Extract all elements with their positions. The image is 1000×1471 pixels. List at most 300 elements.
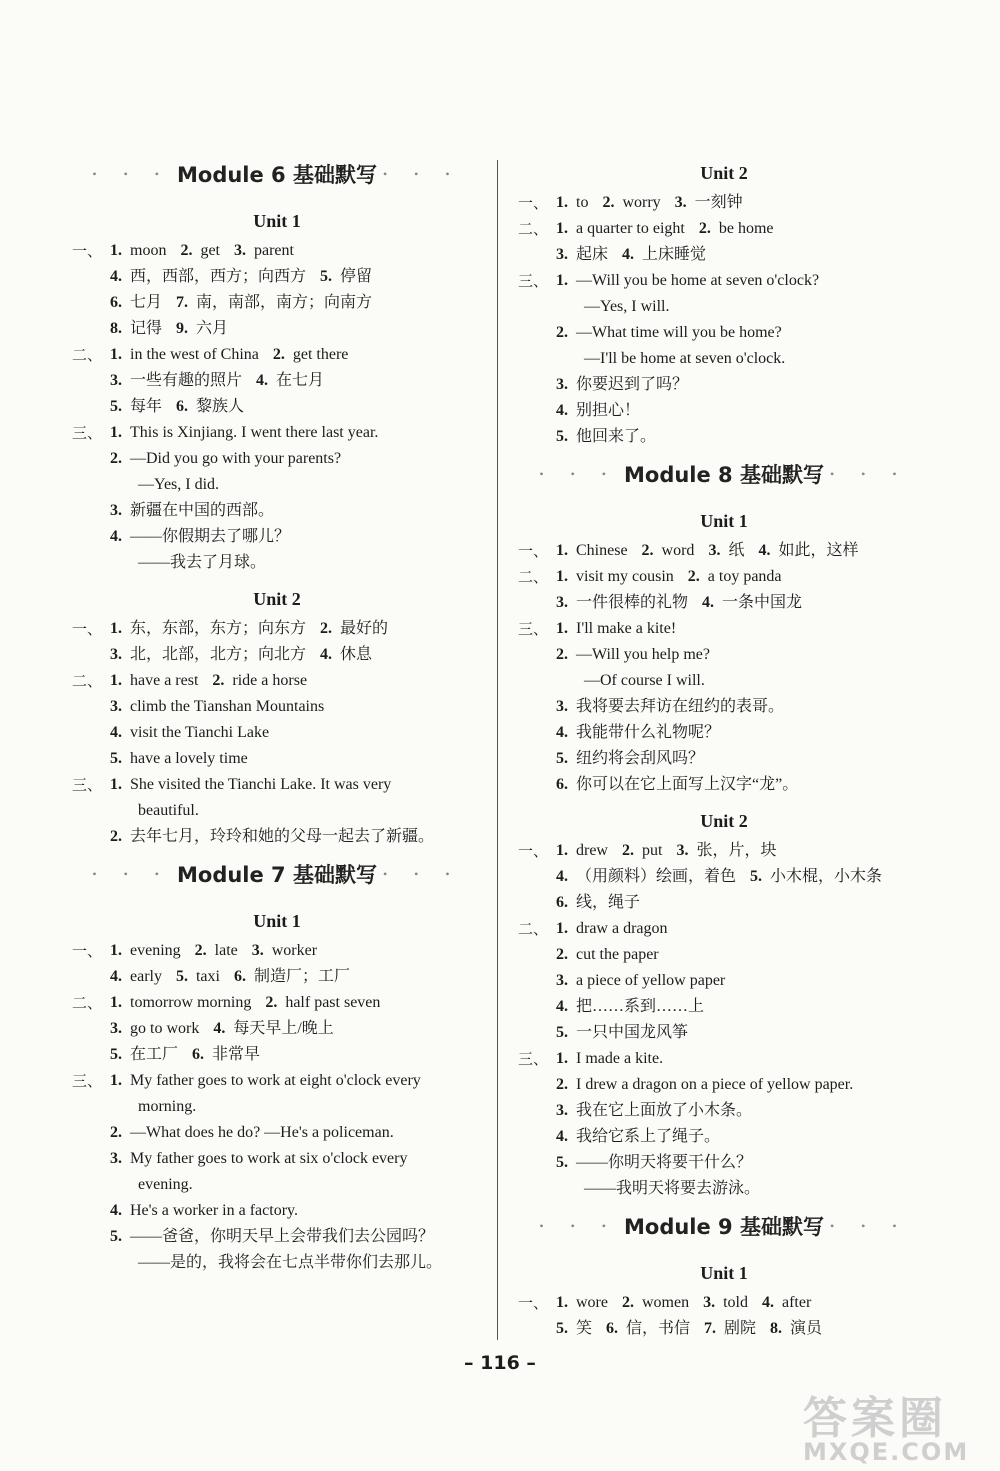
- unit-title: Unit 2: [253, 589, 301, 609]
- item-number: 4.: [556, 998, 568, 1015]
- section-number: 三、: [518, 272, 549, 290]
- item-text: late: [214, 942, 238, 959]
- answer-item: [556, 864, 736, 890]
- dots-decoration: • • •: [92, 866, 171, 881]
- item-number: 2.: [110, 450, 122, 467]
- answer-items: [110, 394, 258, 420]
- answer-item: [110, 264, 306, 290]
- section-number: 一、: [72, 620, 103, 638]
- answer-item: [556, 968, 725, 994]
- item-text: after: [781, 1294, 812, 1311]
- answer-items: [110, 964, 364, 990]
- answer-item: [110, 668, 198, 694]
- answer-line: [518, 320, 930, 346]
- item-text: 如此，这样: [778, 542, 859, 559]
- answer-item: [702, 590, 802, 616]
- answer-item: [770, 1316, 822, 1342]
- item-text: draw a dragon: [576, 920, 668, 937]
- answer-line: [518, 424, 930, 450]
- section-number: [518, 746, 556, 772]
- answer-line: [518, 216, 930, 242]
- answer-item: [556, 1150, 752, 1176]
- answer-line: [518, 968, 930, 994]
- section-number: [518, 864, 556, 890]
- item-text: —Did you go with your parents?: [130, 450, 342, 467]
- answer-line: [72, 720, 482, 746]
- item-number: 3.: [110, 372, 122, 389]
- answer-line: [72, 1068, 482, 1094]
- item-text: 每天早上/晚上: [233, 1020, 334, 1037]
- answer-line: [518, 694, 930, 720]
- section-number: [72, 964, 110, 990]
- answer-item: [556, 190, 588, 216]
- answer-item: [556, 720, 720, 746]
- answer-item: [556, 320, 782, 346]
- item-number: 1.: [110, 242, 122, 259]
- item-text: —Will you be home at seven o'clock?: [576, 272, 820, 289]
- section-number: [72, 1120, 110, 1146]
- answer-item: [234, 238, 294, 264]
- answer-item: [556, 372, 688, 398]
- section-number: [518, 424, 556, 450]
- section-number: [72, 264, 110, 290]
- answer-items: [556, 1150, 766, 1176]
- answer-items: [110, 420, 392, 446]
- answer-item: [556, 242, 608, 268]
- answer-item: [556, 1098, 752, 1124]
- answer-item: [110, 1146, 407, 1172]
- item-number: 2.: [212, 672, 225, 689]
- item-text: have a rest: [130, 672, 199, 689]
- answer-items: [556, 916, 682, 942]
- answer-item: [622, 1290, 689, 1316]
- item-number: 4.: [110, 968, 122, 985]
- item-number: 3.: [556, 698, 568, 715]
- item-text: 七月: [130, 294, 163, 311]
- item-text: （用颜料）绘画，着色: [576, 868, 737, 885]
- answer-items: [556, 942, 673, 968]
- module-title: Module 6 基础默写: [177, 163, 377, 187]
- answer-items: [556, 642, 724, 668]
- item-number: 2.: [320, 620, 333, 637]
- item-number: 7.: [704, 1320, 717, 1337]
- section-number: [72, 1198, 110, 1224]
- item-text: 新疆在中国的西部。: [130, 502, 275, 519]
- section-number: 三、: [518, 1050, 549, 1068]
- item-number: 5.: [110, 1228, 122, 1245]
- item-number: 5.: [175, 968, 188, 985]
- item-text: 张，片，块: [696, 842, 777, 859]
- right-column: [518, 150, 930, 1342]
- answer-item: [110, 1068, 421, 1094]
- item-number: 4.: [622, 246, 635, 263]
- answer-item: [110, 1016, 199, 1042]
- item-number: 1.: [556, 1294, 568, 1311]
- item-number: 4.: [758, 542, 771, 559]
- answer-items: [556, 590, 816, 616]
- item-number: 3.: [251, 942, 264, 959]
- answer-item: [556, 942, 659, 968]
- answer-continuation: —Of course I will.: [584, 672, 705, 689]
- answer-line: [518, 746, 930, 772]
- answer-items: [110, 316, 242, 342]
- answer-items: [556, 268, 833, 294]
- answer-item: [556, 838, 608, 864]
- section-number: [72, 694, 110, 720]
- answer-items: [110, 746, 262, 772]
- answer-line: [72, 1016, 482, 1042]
- item-number: 1.: [556, 194, 568, 211]
- answer-line: [72, 772, 482, 798]
- answer-item: [750, 864, 882, 890]
- answer-items: [556, 538, 872, 564]
- answer-items: [556, 1020, 702, 1046]
- section-number: [518, 372, 556, 398]
- item-text: ——爸爸，你明天早上会带我们去公园吗？: [130, 1228, 435, 1245]
- item-number: 4.: [556, 402, 568, 419]
- answer-line: [72, 342, 482, 368]
- answer-line: [72, 420, 482, 446]
- item-number: 3.: [110, 1020, 122, 1037]
- item-number: 5.: [556, 1024, 568, 1041]
- item-number: 3.: [556, 1102, 568, 1119]
- answer-item: [556, 994, 704, 1020]
- item-number: 1.: [110, 776, 122, 793]
- item-text: ride a horse: [232, 672, 308, 689]
- item-text: wore: [576, 1294, 608, 1311]
- item-number: 1.: [110, 620, 122, 637]
- unit-title: Unit 1: [253, 911, 301, 931]
- column-divider: [497, 160, 498, 1340]
- answer-line: [518, 772, 930, 798]
- item-text: 在七月: [276, 372, 325, 389]
- answer-line: [518, 838, 930, 864]
- answer-line: [72, 1224, 482, 1250]
- section-number: 一、: [72, 242, 103, 260]
- answer-items: [110, 668, 321, 694]
- answer-item: [110, 694, 324, 720]
- item-text: 一些有趣的照片: [130, 372, 243, 389]
- answer-line: [518, 538, 930, 564]
- item-text: I'll make a kite!: [576, 620, 677, 637]
- answer-line: [72, 238, 482, 264]
- item-text: early: [130, 968, 162, 985]
- answer-line: [72, 824, 482, 850]
- answer-item: [606, 1316, 690, 1342]
- item-text: ——你明天将要干什么？: [576, 1154, 753, 1171]
- answer-items: [556, 320, 796, 346]
- section-number: [72, 824, 110, 850]
- answer-items: [556, 772, 812, 798]
- answer-line: [518, 398, 930, 424]
- answer-item: [556, 694, 784, 720]
- item-text: 制造厂；工厂: [253, 968, 350, 985]
- item-text: My father goes to work at eight o'clock every: [130, 1072, 421, 1089]
- item-text: 停留: [340, 268, 373, 285]
- item-text: 最好的: [340, 620, 389, 637]
- answer-item: [676, 838, 776, 864]
- answer-line: [518, 1072, 930, 1098]
- answer-items: [110, 720, 283, 746]
- watermark-logo: [803, 1382, 969, 1466]
- answer-item: [556, 890, 640, 916]
- item-text: 你要迟到了吗？: [576, 376, 689, 393]
- item-text: 起床: [576, 246, 609, 263]
- section-number: [518, 1124, 556, 1150]
- section-number: 三、: [72, 1072, 103, 1090]
- item-text: get: [200, 242, 220, 259]
- answer-item: [176, 290, 372, 316]
- answer-items: [556, 864, 896, 890]
- section-number: [518, 1150, 556, 1176]
- answer-items: [556, 720, 734, 746]
- answer-item: [110, 616, 306, 642]
- item-number: 3.: [556, 594, 568, 611]
- answer-items: [556, 1098, 766, 1124]
- answer-item: [110, 990, 251, 1016]
- item-text: 线，绳子: [576, 894, 641, 911]
- item-text: 东，东部，东方；向东方: [130, 620, 307, 637]
- answer-items: [110, 1068, 435, 1094]
- item-number: 1.: [556, 220, 568, 237]
- answer-line: [518, 242, 930, 268]
- answer-items: [556, 398, 654, 424]
- item-text: 剧院: [724, 1320, 757, 1337]
- item-text: 南，南部，南方；向南方: [196, 294, 373, 311]
- answer-item: [110, 1198, 298, 1224]
- item-text: 上床睡觉: [642, 246, 707, 263]
- section-number: [72, 746, 110, 772]
- answer-items: [556, 616, 690, 642]
- answer-item: [556, 590, 688, 616]
- answer-line: [72, 938, 482, 964]
- answer-line: [518, 720, 930, 746]
- dots-decoration: • • •: [92, 166, 171, 181]
- item-text: 他回来了。: [576, 428, 657, 445]
- answer-continuation: —Yes, I did.: [138, 476, 220, 493]
- answer-items: [110, 264, 386, 290]
- item-text: 你可以在它上面写上汉字“龙”。: [576, 776, 799, 793]
- answer-items: [110, 446, 355, 472]
- item-number: 1.: [556, 1050, 568, 1067]
- answer-items: [110, 368, 338, 394]
- answer-line: [72, 316, 482, 342]
- answer-item: [110, 642, 306, 668]
- item-number: 1.: [110, 346, 122, 363]
- answer-item: [556, 424, 656, 450]
- answer-item: [556, 1124, 720, 1150]
- section-number: [518, 994, 556, 1020]
- answer-items: [110, 1016, 348, 1042]
- item-number: 4.: [213, 1020, 226, 1037]
- answer-item: [320, 642, 372, 668]
- item-number: 2.: [272, 346, 285, 363]
- item-text: 记得: [130, 320, 163, 337]
- dots-decoration: • • •: [539, 466, 618, 481]
- answer-item: [675, 190, 743, 216]
- answer-line: [72, 1120, 482, 1146]
- answer-line: [72, 990, 482, 1016]
- answer-item: [180, 238, 220, 264]
- item-text: 每年: [130, 398, 163, 415]
- item-number: 6.: [110, 294, 122, 311]
- item-number: 2.: [265, 994, 278, 1011]
- answer-items: [110, 342, 362, 368]
- item-number: 1.: [556, 842, 568, 859]
- item-text: 一刻钟: [694, 194, 743, 211]
- answer-items: [110, 1146, 421, 1172]
- unit-title: Unit 2: [700, 811, 748, 831]
- item-number: 2.: [698, 220, 711, 237]
- item-text: This is Xinjiang. I went there last year.: [130, 424, 379, 441]
- item-text: 非常早: [212, 1046, 261, 1063]
- item-number: 4.: [556, 1128, 568, 1145]
- item-text: 北，北部，北方；向北方: [130, 646, 307, 663]
- answer-item: [556, 1316, 592, 1342]
- item-text: 黎族人: [196, 398, 245, 415]
- unit-title: Unit 2: [700, 163, 748, 183]
- section-number: [518, 968, 556, 994]
- answer-item: [110, 824, 434, 850]
- dots-decoration: • • •: [382, 866, 462, 881]
- answer-item: [176, 316, 228, 342]
- answer-items: [556, 994, 718, 1020]
- item-number: 1.: [110, 424, 122, 441]
- left-column: [72, 150, 482, 1276]
- item-text: 六月: [196, 320, 229, 337]
- item-number: 8.: [110, 320, 122, 337]
- answer-item: [556, 268, 819, 294]
- answer-line: [72, 964, 482, 990]
- answer-item: [556, 746, 704, 772]
- answer-line: [72, 694, 482, 720]
- answer-line: [72, 746, 482, 772]
- item-text: a toy panda: [707, 568, 782, 585]
- item-number: 5.: [556, 1154, 568, 1171]
- answer-item: [213, 1016, 333, 1042]
- item-text: be home: [718, 220, 774, 237]
- item-number: 6.: [233, 968, 246, 985]
- item-number: 2.: [556, 946, 568, 963]
- item-number: 3.: [674, 194, 687, 211]
- section-number: 三、: [72, 776, 103, 794]
- answer-item: [110, 964, 162, 990]
- answer-item: [556, 772, 798, 798]
- answer-item: [110, 420, 378, 446]
- dots-decoration: • • •: [539, 1218, 618, 1233]
- answer-item: [256, 368, 324, 394]
- section-number: [518, 1072, 556, 1098]
- answer-item: [758, 538, 858, 564]
- answer-items: [556, 1046, 677, 1072]
- answer-line: [518, 564, 930, 590]
- section-number: 一、: [518, 542, 549, 560]
- answer-items: [556, 694, 798, 720]
- item-text: a quarter to eight: [576, 220, 685, 237]
- answer-items: [556, 424, 670, 450]
- item-text: 笑: [576, 1320, 593, 1337]
- answer-items: [556, 216, 788, 242]
- item-text: tomorrow morning: [130, 994, 252, 1011]
- item-text: cut the paper: [576, 946, 659, 963]
- answer-line: [72, 1198, 482, 1224]
- answer-items: [556, 890, 654, 916]
- answer-items: [556, 1290, 825, 1316]
- section-number: [518, 1316, 556, 1342]
- item-text: 一条中国龙: [722, 594, 803, 611]
- item-text: 我将要去拜访在纽约的表哥。: [576, 698, 785, 715]
- module-title: Module 8 基础默写: [624, 463, 824, 487]
- item-number: 4.: [110, 1202, 122, 1219]
- item-number: 1.: [110, 672, 122, 689]
- section-number: 二、: [72, 346, 103, 364]
- section-number: [72, 1016, 110, 1042]
- item-text: climb the Tianshan Mountains: [130, 698, 325, 715]
- answer-line: [72, 498, 482, 524]
- item-text: to: [576, 194, 589, 211]
- answer-item: [703, 1290, 748, 1316]
- section-number: 二、: [518, 220, 549, 238]
- item-text: 别担心！: [576, 402, 641, 419]
- item-text: 西，西部，西方；向西方: [130, 268, 307, 285]
- item-text: 我给它系上了绳子。: [576, 1128, 721, 1145]
- section-number: [72, 446, 110, 472]
- item-number: 1.: [110, 994, 122, 1011]
- item-number: 2.: [687, 568, 700, 585]
- module-header: [518, 1202, 930, 1250]
- answer-line: [518, 372, 930, 398]
- answer-item: [320, 264, 372, 290]
- item-text: I made a kite.: [576, 1050, 664, 1067]
- dots-decoration: • • •: [829, 1218, 909, 1233]
- item-text: —What time will you be home?: [576, 324, 782, 341]
- item-text: have a lovely time: [130, 750, 248, 767]
- answer-item: [556, 564, 674, 590]
- answer-line: [72, 1042, 482, 1068]
- answer-item: [110, 1042, 178, 1068]
- answer-item: [110, 720, 269, 746]
- module-title: Module 7 基础默写: [177, 863, 377, 887]
- item-number: 3.: [110, 1150, 122, 1167]
- section-number: [72, 394, 110, 420]
- item-text: Chinese: [576, 542, 628, 559]
- item-number: 4.: [110, 268, 122, 285]
- item-number: 3.: [708, 542, 721, 559]
- item-number: 3.: [676, 842, 689, 859]
- item-number: 4.: [320, 646, 333, 663]
- item-text: 把……系到……上: [576, 998, 705, 1015]
- answer-items: [556, 968, 739, 994]
- section-number: [72, 1146, 110, 1172]
- item-number: 3.: [556, 376, 568, 393]
- unit-title: Unit 1: [700, 1263, 748, 1283]
- item-text: visit my cousin: [576, 568, 674, 585]
- item-number: 1.: [556, 272, 568, 289]
- section-number: 一、: [518, 194, 549, 212]
- answer-items: [110, 1120, 408, 1146]
- section-number: [72, 368, 110, 394]
- item-number: 1.: [556, 620, 568, 637]
- answer-item: [110, 290, 162, 316]
- answer-items: [110, 524, 304, 550]
- answer-item: [273, 342, 349, 368]
- item-number: 4.: [110, 724, 122, 741]
- item-text: parent: [254, 242, 294, 259]
- answer-item: [622, 242, 706, 268]
- answer-continuation: evening.: [138, 1176, 193, 1193]
- answer-item: [556, 916, 668, 942]
- section-number: 一、: [72, 942, 103, 960]
